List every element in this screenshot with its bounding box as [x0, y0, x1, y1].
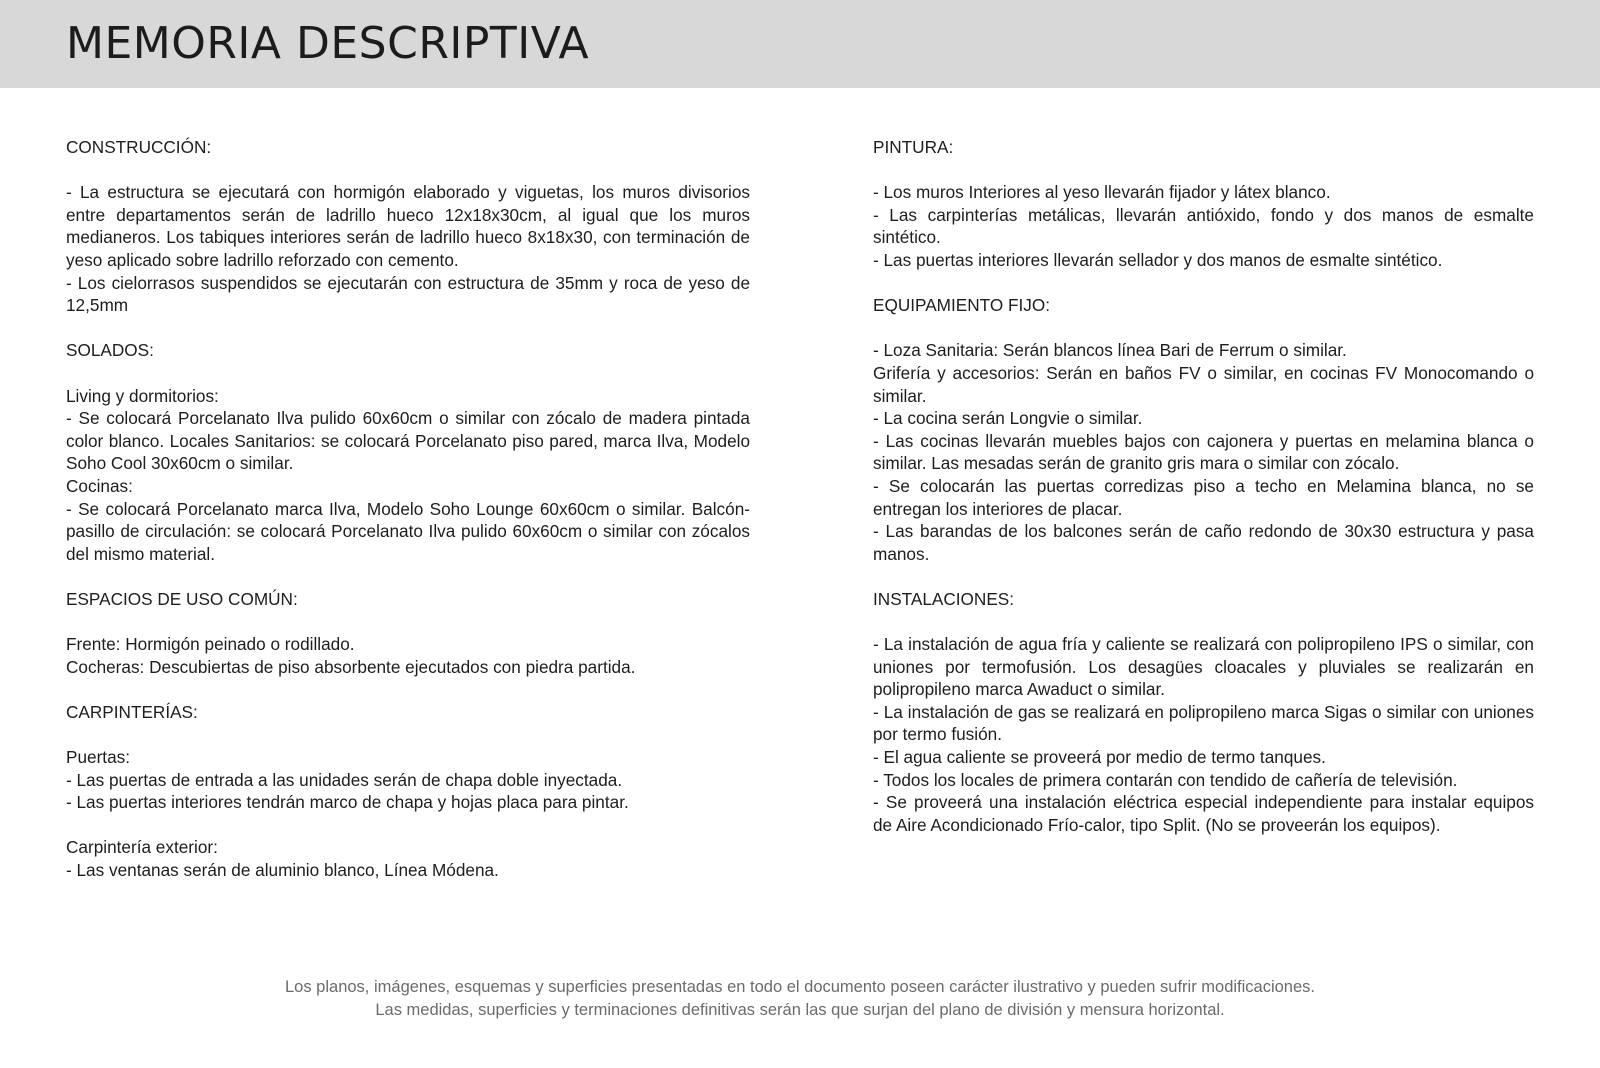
- footer-disclaimer: [0, 976, 1600, 1021]
- text-line: - Se colocarán las puertas corredizas piso a techo en Melamina blanca, no se entregan los interiores de placar.: [873, 475, 1534, 519]
- text-line: - Las barandas de los balcones serán de caño redondo de 30x30 estructura y pasa manos.: [873, 521, 1534, 564]
- subheading: Puertas:: [66, 747, 131, 768]
- section-heading: INSTALACIONES:: [873, 588, 1015, 609]
- paragraph: - Se colocará Porcelanato Ilva pulido 60x60cm o similar con zócalo de madera pintada color blanco. Locales Sanitarios: se colocará Porcelanato piso pared, marca Ilva, Modelo Soho Cool 30x60cm o similar.: [66, 408, 750, 474]
- paragraph: - Se colocará Porcelanato marca Ilva, Modelo Soho Lounge 60x60cm o similar. Balcón-pasillo de circulación: se colocará Porcelanato Ilva pulido 60x60cm o similar con zócalos del mismo material.: [66, 498, 750, 564]
- text-line: - Se proveerá una instalación eléctrica especial independiente para instalar equipos de Aire Acondicionado Frío-calor, tipo Split. (No se proveerán los equipos).: [873, 792, 1534, 835]
- text-line: Cocheras: Descubiertas de piso absorbente ejecutados con piedra partida.: [66, 656, 636, 677]
- footer-line: Las medidas, superficies y terminaciones definitivas serán las que surjan del plano de división y mensura horizontal.: [375, 1000, 1225, 1019]
- text-line: - Las puertas interiores llevarán sellador y dos manos de esmalte sintético.: [873, 249, 1443, 270]
- text-line: - Las puertas de entrada a las unidades serán de chapa doble inyectada.: [66, 769, 623, 790]
- section-instalaciones: [873, 588, 1534, 837]
- section-construccion: [66, 136, 750, 317]
- subheading: Cocinas:: [66, 475, 133, 496]
- subheading: Carpintería exterior:: [66, 837, 218, 858]
- section-pintura: [873, 136, 1534, 272]
- section-heading: ESPACIOS DE USO COMÚN:: [66, 588, 298, 609]
- header-bar: [0, 0, 1600, 88]
- text-line: - Todos los locales de primera contarán con tendido de cañería de televisión.: [873, 769, 1458, 790]
- text-line: - Las ventanas serán de aluminio blanco, Línea Módena.: [66, 860, 499, 880]
- section-heading: CARPINTERÍAS:: [66, 701, 198, 722]
- section-heading: SOLADOS:: [66, 340, 154, 361]
- text-line: - Las carpinterías metálicas, llevarán antióxido, fondo y dos manos de esmalte sintético.: [873, 204, 1534, 248]
- paragraph: - Los cielorrasos suspendidos se ejecutarán con estructura de 35mm y roca de yeso de 12,5mm: [66, 272, 750, 316]
- section-heading: CONSTRUCCIÓN:: [66, 137, 212, 157]
- section-heading: PINTURA:: [873, 137, 954, 157]
- text-line: - El agua caliente se proveerá por medio de termo tanques.: [873, 747, 1326, 768]
- text-line: - La instalación de gas se realizará en polipropileno marca Sigas o similar con uniones por termo fusión.: [873, 701, 1534, 745]
- text-line: Frente: Hormigón peinado o rodillado.: [66, 634, 355, 655]
- paragraph: - La estructura se ejecutará con hormigón elaborado y viguetas, los muros divisorios entre departamentos serán de ladrillo hueco 12x18x30cm, al igual que los muros medianeros. Los tabiques interiores serán de ladrillo hueco 8x18x30, con terminación de yeso aplicado sobre ladrillo reforzado con cemento.: [66, 182, 750, 270]
- text-line: - Los muros Interiores al yeso llevarán fijador y látex blanco.: [873, 182, 1331, 203]
- text-line: Grifería y accesorios: Serán en baños FV o similar, en cocinas FV Monocomando o similar.: [873, 362, 1534, 406]
- right-column: [873, 136, 1534, 859]
- section-solados: [66, 339, 750, 565]
- section-heading: EQUIPAMIENTO FIJO:: [873, 295, 1050, 316]
- text-line: - La instalación de agua fría y caliente se realizará con polipropileno IPS o similar, con uniones por termofusión. Los desagües cloacales y pluviales se realizarán en polipropileno marca Awaduct o similar.: [873, 634, 1534, 700]
- text-line: - Loza Sanitaria: Serán blancos línea Bari de Ferrum o similar.: [873, 340, 1347, 361]
- footer-line: Los planos, imágenes, esquemas y superficies presentadas en todo el documento poseen carácter ilustrativo y pueden sufrir modificaciones.: [285, 978, 1315, 996]
- left-column: [66, 136, 750, 904]
- text-line: - Las cocinas llevarán muebles bajos con cajonera y puertas en melamina blanca o similar. Las mesadas serán de granito gris mara o similar con zócalo.: [873, 430, 1534, 474]
- page-title: MEMORIA DESCRIPTIVA: [66, 18, 590, 69]
- text-line: - La cocina serán Longvie o similar.: [873, 408, 1143, 429]
- section-carpinterias: [66, 701, 750, 882]
- text-line: - Las puertas interiores tendrán marco de chapa y hojas placa para pintar.: [66, 792, 629, 813]
- section-espacios-comunes: [66, 588, 750, 678]
- section-equipamiento-fijo: [873, 294, 1534, 565]
- subheading: Living y dormitorios:: [66, 385, 219, 406]
